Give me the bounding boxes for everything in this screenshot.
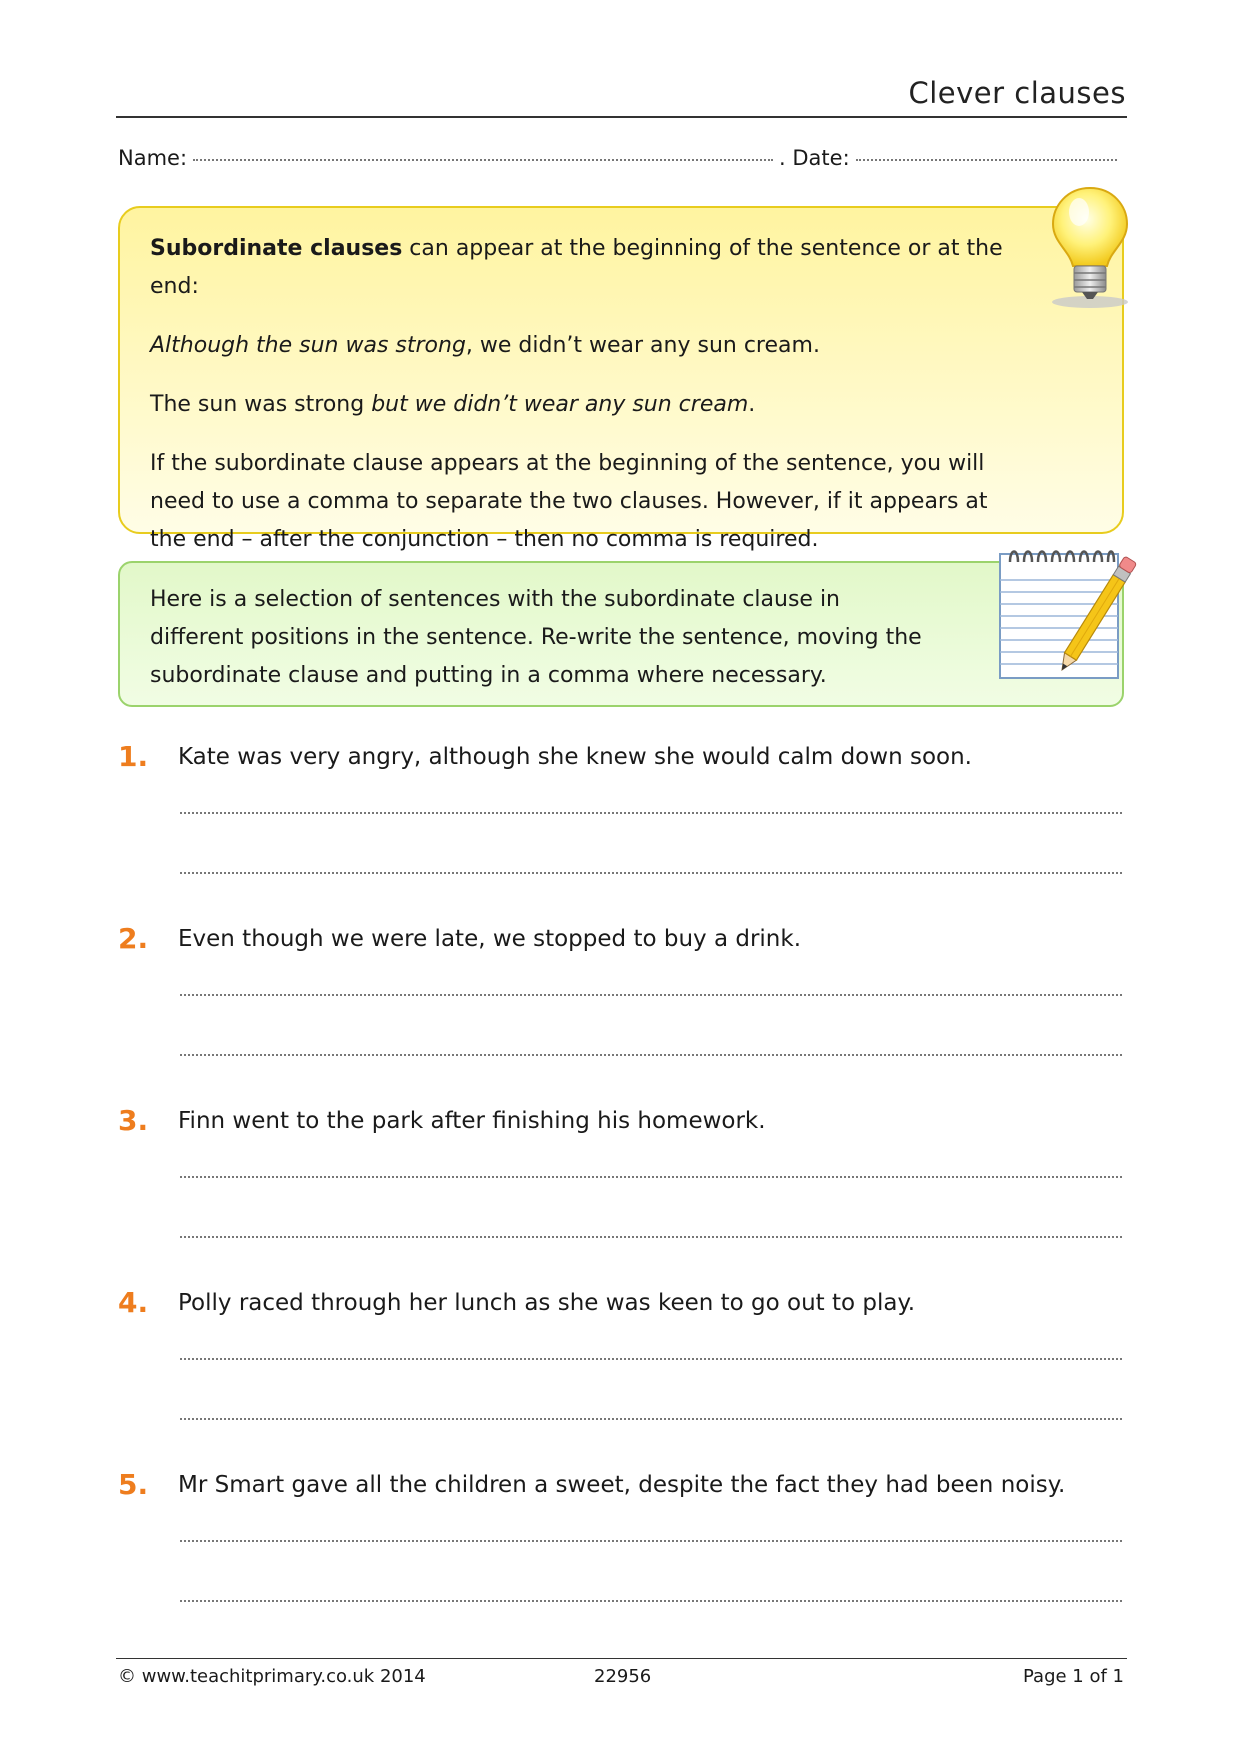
question-text: Kate was very angry, although she knew she would calm down soon. — [178, 744, 972, 770]
info-explanation: If the subordinate clause appears at the beginning of the sentence, you will need to use a comma to separate the two clauses. However, if it appears at the end – after the conjunction – then no comma is required. — [150, 451, 988, 552]
task-instructions: Here is a selection of sentences with the subordinate clause in different positions in the sentence. Re-write the sentence, moving the subordinate clause and putting in a comma where necessary. — [150, 587, 922, 688]
example-2-end: . — [748, 392, 756, 417]
question-text: Even though we were late, we stopped to buy a drink. — [178, 926, 801, 952]
footer-copyright: © www.teachitprimary.co.uk 2014 — [118, 1666, 426, 1687]
date-label: . Date: — [779, 146, 850, 170]
answer-line[interactable] — [180, 994, 1122, 996]
example-2 — [150, 386, 1022, 424]
footer-rule — [116, 1658, 1127, 1659]
info-box — [118, 206, 1124, 552]
name-field[interactable] — [193, 159, 773, 161]
example-1 — [150, 327, 1022, 365]
answer-line[interactable] — [180, 1236, 1122, 1238]
name-label: Name: — [118, 146, 188, 170]
answer-line[interactable] — [180, 1540, 1122, 1542]
answer-line[interactable] — [180, 1176, 1122, 1178]
name-date-row — [118, 146, 1123, 170]
answer-line[interactable] — [180, 1358, 1122, 1360]
answer-line[interactable] — [180, 872, 1122, 874]
question-text: Polly raced through her lunch as she was keen to go out to play. — [178, 1290, 916, 1316]
info-intro — [150, 230, 1022, 306]
answer-line[interactable] — [180, 1418, 1122, 1420]
answer-line[interactable] — [180, 1054, 1122, 1056]
question-number: 2. — [118, 922, 149, 955]
notepad-pencil-icon — [996, 544, 1154, 684]
example-2-italic: but we didn’t wear any sun cream — [371, 392, 749, 417]
footer-code: 22956 — [594, 1666, 652, 1687]
answer-line[interactable] — [180, 1600, 1122, 1602]
header-rule — [116, 116, 1127, 118]
lightbulb-icon — [1047, 184, 1133, 310]
question-text: Finn went to the park after finishing his homework. — [178, 1108, 766, 1134]
example-1-italic: Although the sun was strong — [150, 333, 466, 358]
example-2-start: The sun was strong — [150, 392, 372, 417]
question-number: 3. — [118, 1104, 149, 1137]
question-number: 4. — [118, 1286, 149, 1319]
page-title: Clever clauses — [908, 76, 1126, 110]
footer-page-number: Page 1 of 1 — [1023, 1666, 1124, 1687]
info-intro-rest: can appear at the beginning of the sentence or at the end: — [150, 236, 1003, 299]
info-intro-bold: Subordinate clauses — [150, 236, 403, 261]
question-text: Mr Smart gave all the children a sweet, despite the fact they had been noisy. — [178, 1472, 1066, 1498]
date-field[interactable] — [856, 159, 1117, 161]
question-number: 5. — [118, 1468, 149, 1501]
answer-line[interactable] — [180, 812, 1122, 814]
task-box — [118, 561, 1124, 707]
example-1-rest: , we didn’t wear any sun cream. — [465, 333, 820, 358]
question-number: 1. — [118, 740, 149, 773]
